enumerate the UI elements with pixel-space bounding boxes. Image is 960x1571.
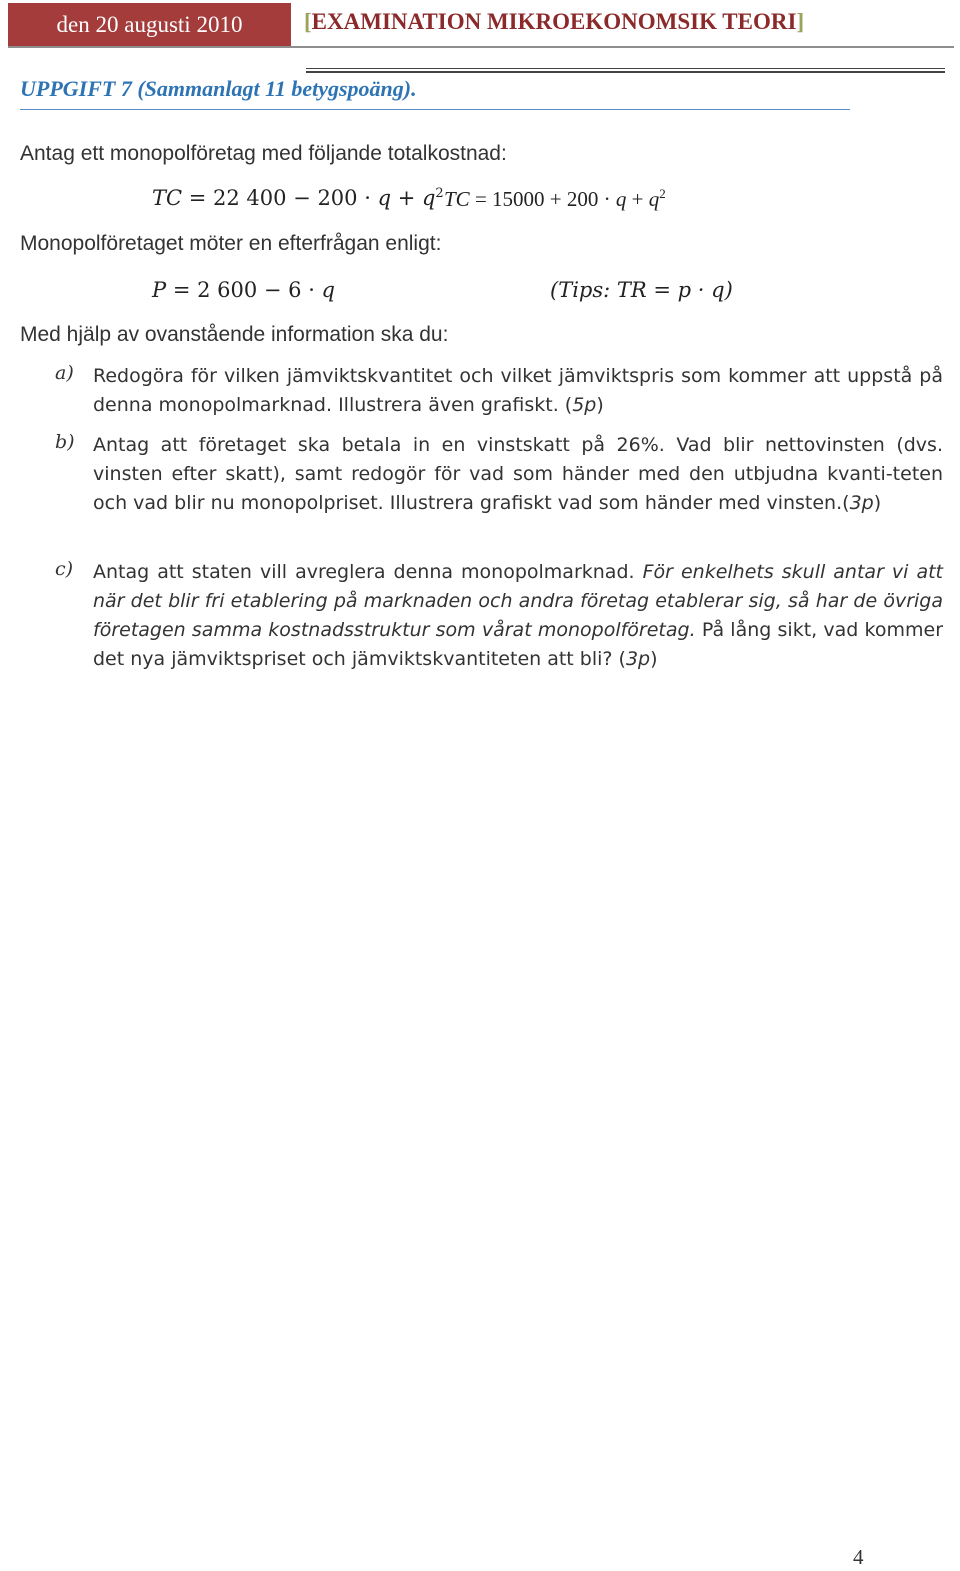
item-text: Antag att staten vill avreglera denna monopolmarknad. För enkelhets skull antar vi att när det blir fri etablering på marknaden och andra företag etablerar sig, så har de övriga företagen samma kostnadsstruktur som vårat monopolföretag. På lång sikt, vad kommer det nya jämviktspriset och jämviktskvantiteten att bli? (3p): [93, 561, 944, 670]
points: (3p): [618, 648, 658, 670]
points: (3p): [842, 492, 882, 514]
task-heading: UPPGIFT 7 (Sammanlagt 11 betygspoäng).: [20, 76, 417, 101]
list-item-c: [55, 558, 943, 674]
bracket-close: ]: [796, 9, 805, 34]
header-rule-thin: [306, 68, 945, 69]
tips-formula: (Tips: TR = p · q): [550, 278, 733, 302]
bracket-open: [: [304, 9, 312, 34]
demand-formula: P = 2 600 − 6 · q: [152, 278, 335, 302]
item-label: c): [55, 558, 74, 580]
intro-line-1: Antag ett monopolföretag med följande totalkostnad:: [20, 142, 507, 165]
tc-formula-image: TC = $15000 + 200 \cdot q + q^2$: [444, 186, 666, 211]
item-text: Redogöra för vilken jämviktskvantitet och vilket jämviktspris som kommer att uppstå på denna monopolmarknad. Illustrera även grafiskt. (5p): [93, 365, 943, 416]
task-heading-underline: [20, 109, 850, 110]
header-date: den 20 augusti 2010: [8, 3, 291, 47]
page-number: 4: [853, 1545, 864, 1569]
list-item-a: [55, 362, 943, 420]
tc-formula: TC = 22 $400 - 200 \cdot q + q^2$: [152, 186, 444, 210]
intro-line-3: Med hjälp av ovanstående information ska du:: [20, 323, 449, 346]
points: (5p): [564, 394, 604, 416]
header-title: [304, 9, 804, 35]
header-rule-thick: [306, 71, 945, 73]
title-text: EXAMINATION MIKROEKONOMSIK TEORI: [311, 9, 797, 34]
item-text: Antag att företaget ska betala in en vinstskatt på 26%. Vad blir nettovinsten (dvs. vinsten efter skatt), samt redogör för vad som händer med den utbjudna kvanti-teten och vad blir nu monopolpriset. Illustrera grafiskt vad som händer med vinsten.(3p): [93, 434, 943, 514]
list-item-b: [55, 431, 943, 518]
item-label: b): [55, 431, 75, 453]
header-divider: [8, 46, 954, 48]
intro-line-2: Monopolföretaget möter en efterfrågan enligt:: [20, 232, 442, 255]
item-label: a): [55, 362, 74, 384]
